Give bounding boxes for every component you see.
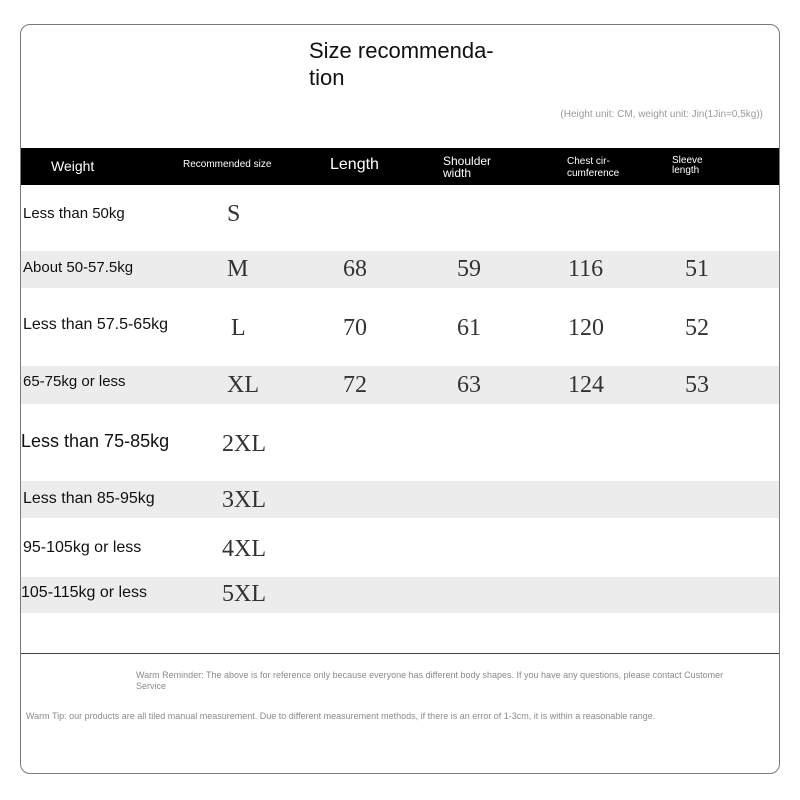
- size-chart-card: [20, 24, 780, 774]
- row-sleeve: 51: [685, 256, 709, 282]
- row-weight: About 50-57.5kg: [23, 259, 134, 276]
- row-size: 4XL: [222, 536, 266, 562]
- row-size: 5XL: [222, 581, 266, 607]
- row-size: 2XL: [222, 431, 266, 457]
- row-size: XL: [227, 372, 259, 398]
- row-weight: 65-75kg or less: [23, 373, 126, 390]
- units-note: (Height unit: CM, weight unit: Jin(1Jin=0,5kg)): [560, 109, 763, 120]
- row-weight: Less than 75-85kg: [21, 431, 170, 451]
- divider: [21, 653, 780, 654]
- row-weight: Less than 85-95kg: [23, 490, 155, 507]
- row-length: 72: [343, 372, 367, 398]
- page-title: Size recommenda- tion: [309, 38, 494, 90]
- header-weight: Weight: [51, 158, 95, 174]
- row-shoulder: 59: [457, 256, 481, 282]
- table-row: [21, 577, 780, 613]
- row-size: S: [227, 201, 241, 227]
- header-sleeve-length: Sleeve length: [672, 155, 703, 176]
- header-chest-circumference: Chest cir-cumference: [567, 156, 620, 179]
- row-chest: 120: [568, 315, 604, 341]
- row-weight: 95-105kg or less: [23, 539, 142, 556]
- warm-reminder: Warm Reminder: The above is for reference only because everyone has different body shapes. If you have any questions, please contact Customer Service: [136, 670, 724, 691]
- table-row: [21, 366, 780, 404]
- table-row: [21, 185, 780, 251]
- table-header: [21, 148, 780, 185]
- row-chest: 124: [568, 372, 604, 398]
- row-chest: 116: [568, 256, 604, 282]
- table-row: [21, 288, 780, 366]
- row-shoulder: 61: [457, 315, 481, 341]
- row-size: 3XL: [222, 487, 266, 513]
- table-row: [21, 481, 780, 518]
- row-sleeve: 53: [685, 372, 709, 398]
- table-row: [21, 251, 780, 288]
- table-row: [21, 518, 780, 577]
- row-size: M: [227, 256, 249, 282]
- header-length: Length: [330, 156, 379, 173]
- row-length: 68: [343, 256, 367, 282]
- row-length: 70: [343, 315, 367, 341]
- warm-tip: Warm Tip: our products are all tiled manual measurement. Due to different measurement methods, if there is an error of 1-3cm, it is within a reasonable range.: [26, 711, 656, 721]
- header-shoulder-width: Shoulder width: [443, 154, 492, 180]
- row-weight: Less than 57.5-65kg: [23, 316, 168, 333]
- row-weight: Less than 50kg: [23, 205, 125, 222]
- header-recommended-size: Recommended size: [183, 159, 272, 170]
- row-size: L: [231, 315, 246, 341]
- row-shoulder: 63: [457, 372, 481, 398]
- row-weight: 105-115kg or less: [21, 584, 147, 601]
- row-sleeve: 52: [685, 315, 709, 341]
- table-row: [21, 404, 780, 481]
